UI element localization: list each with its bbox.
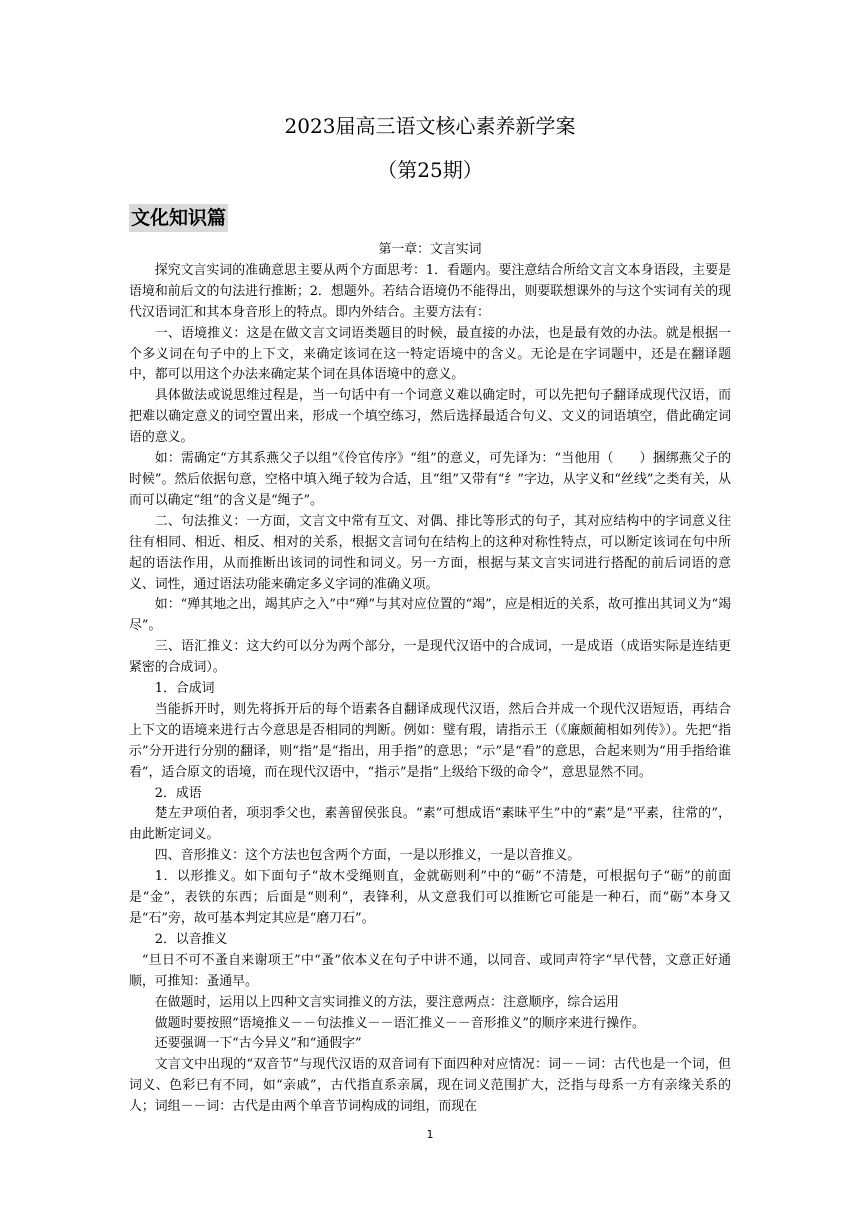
paragraph: 三、语汇推义：这大约可以分为两个部分，一是现代汉语中的合成词，一是成语（成语实际是连结更紧密的合成词）。 <box>129 639 731 676</box>
paragraph: 文言文中出现的“双音节”与现代汉语的双音词有下面四种对应情况：词－－词：古代也是一个词，但词义、色彩已有不同，如“亲戚”，古代指直系亲属，现在词义范围扩大，泛指与母系一方有亲缘关系的人；词组－－词：古代是由两个单音节词构成的词组，而现在 <box>129 1057 731 1115</box>
paragraph: 1．以形推义。如下面句子“故木受绳则直，金就砺则利”中的“砺”不清楚，可根据句子“砺”的前面是“金”，表铁的东西；后面是“则利”，表锋利，从文意我们可以推断它可能是一种石，而“砺”本身又是“石”旁，故可基本判定其应是“磨刀石”。 <box>129 869 731 926</box>
paragraph: 探究文言实词的准确意思主要从两个方面思考：1．看题内。要注意结合所给文言文本身语段，主要是语境和前后文的句法进行推断；2．想题外。若结合语境仍不能得出，则要联想课外的与这个实词有关的现代汉语词汇和其本身音形上的特点。即内外结合。主要方法有： <box>129 262 731 320</box>
paragraph: “旦日不可不蚤自来谢项王”中“蚤”依本义在句子中讲不通，以同音、或同声符字“早代替，文意正好通顺，可推知：蚤通早。 <box>129 952 731 989</box>
paragraph: 如：“殚其地之出，竭其庐之入”中“殚”与其对应位置的“竭”，应是相近的关系，故可推出其词义为“竭尽”。 <box>129 597 731 634</box>
document-title: 2023届高三语文核心素养新学案 <box>284 114 576 138</box>
subheading: 1．合成词 <box>154 681 215 697</box>
body-text <box>129 240 731 1118</box>
subheading: 2．成语 <box>154 785 202 801</box>
paragraph: 二、句法推义：一方面，文言文中常有互文、对偶、排比等形式的句子，其对应结构中的字词意义往往有相同、相近、相反、相对的关系，根据文言词句在结构上的这种对称性特点，可以断定该词在句中所起的语法作用，从而推断出该词的词性和词义。另一方面，根据与某文言实词进行搭配的前后词语的意义、词性，通过语法功能来确定多义字词的准确义项。 <box>129 513 731 592</box>
paragraph: 当能拆开时，则先将拆开后的每个语素各自翻译成现代汉语，然后合并成一个现代汉语短语，再结合上下文的语境来进行古今意思是否相同的判断。例如：璧有瑕，请指示王（《廉颇蔺相如列传》）。先把“指示”分开进行分别的翻译，则“指”是“指出，用手指”的意思；“示”是“看”的意思，合起来则为“用手指给谁看”，适合原文的语境，而在现代汉语中，“指示”是指“上级给下级的命令”，意思显然不同。 <box>129 701 731 780</box>
paragraph: 如：需确定“方其系燕父子以组”《伶官传序》“组”的意义，可先译为：“当他用（ ）捆绑燕父子的时候”。然后依据句意，空格中填入绳子较为合适，且“组”又带有“纟”字边，从字义和“丝线”之类有关，从而可以确定“组”的含义是“绳子”。 <box>129 451 731 508</box>
page-number: 1 <box>426 1128 434 1141</box>
subheading: 2．以音推义 <box>154 931 228 947</box>
paragraph: 做题时要按照“语境推义－－句法推义－－语汇推义－－音形推义”的顺序来进行操作。 <box>154 1015 645 1031</box>
section-label: 文化知识篇 <box>129 204 228 232</box>
paragraph: 具体做法或说思维过程是，当一句话中有一个词意义难以确定时，可以先把句子翻译成现代汉语，而把难以确定意义的词空置出来，形成一个填空练习，然后选择最适合句义、文义的词语填空，借此确定词语的意义。 <box>129 388 731 446</box>
chapter-title: 第一章：文言实词 <box>378 242 482 257</box>
paragraph: 一、语境推义：这是在做文言文词语类题目的时候，最直接的办法，也是最有效的办法。就是根据一个多义词在句子中的上下文，来确定该词在这一特定语境中的含义。无论是在字词题中，还是在翻译题中，都可以用这个办法来确定某个词在具体语境中的意义。 <box>129 325 731 383</box>
paragraph: 四、音形推义：这个方法也包含两个方面，一是以形推义，一是以音推义。 <box>154 848 581 864</box>
issue-number: （第25期） <box>377 158 483 182</box>
paragraph: 还要强调一下“古今异义”和“通假字” <box>154 1036 362 1052</box>
paragraph: 在做题时，运用以上四种文言实词推义的方法，要注意两点：注意顺序，综合运用 <box>154 994 619 1010</box>
paragraph: 楚左尹项伯者，项羽季父也，素善留侯张良。“素”可想成语“素昧平生”中的“素”是“平素，往常的”，由此断定词义。 <box>129 806 731 843</box>
